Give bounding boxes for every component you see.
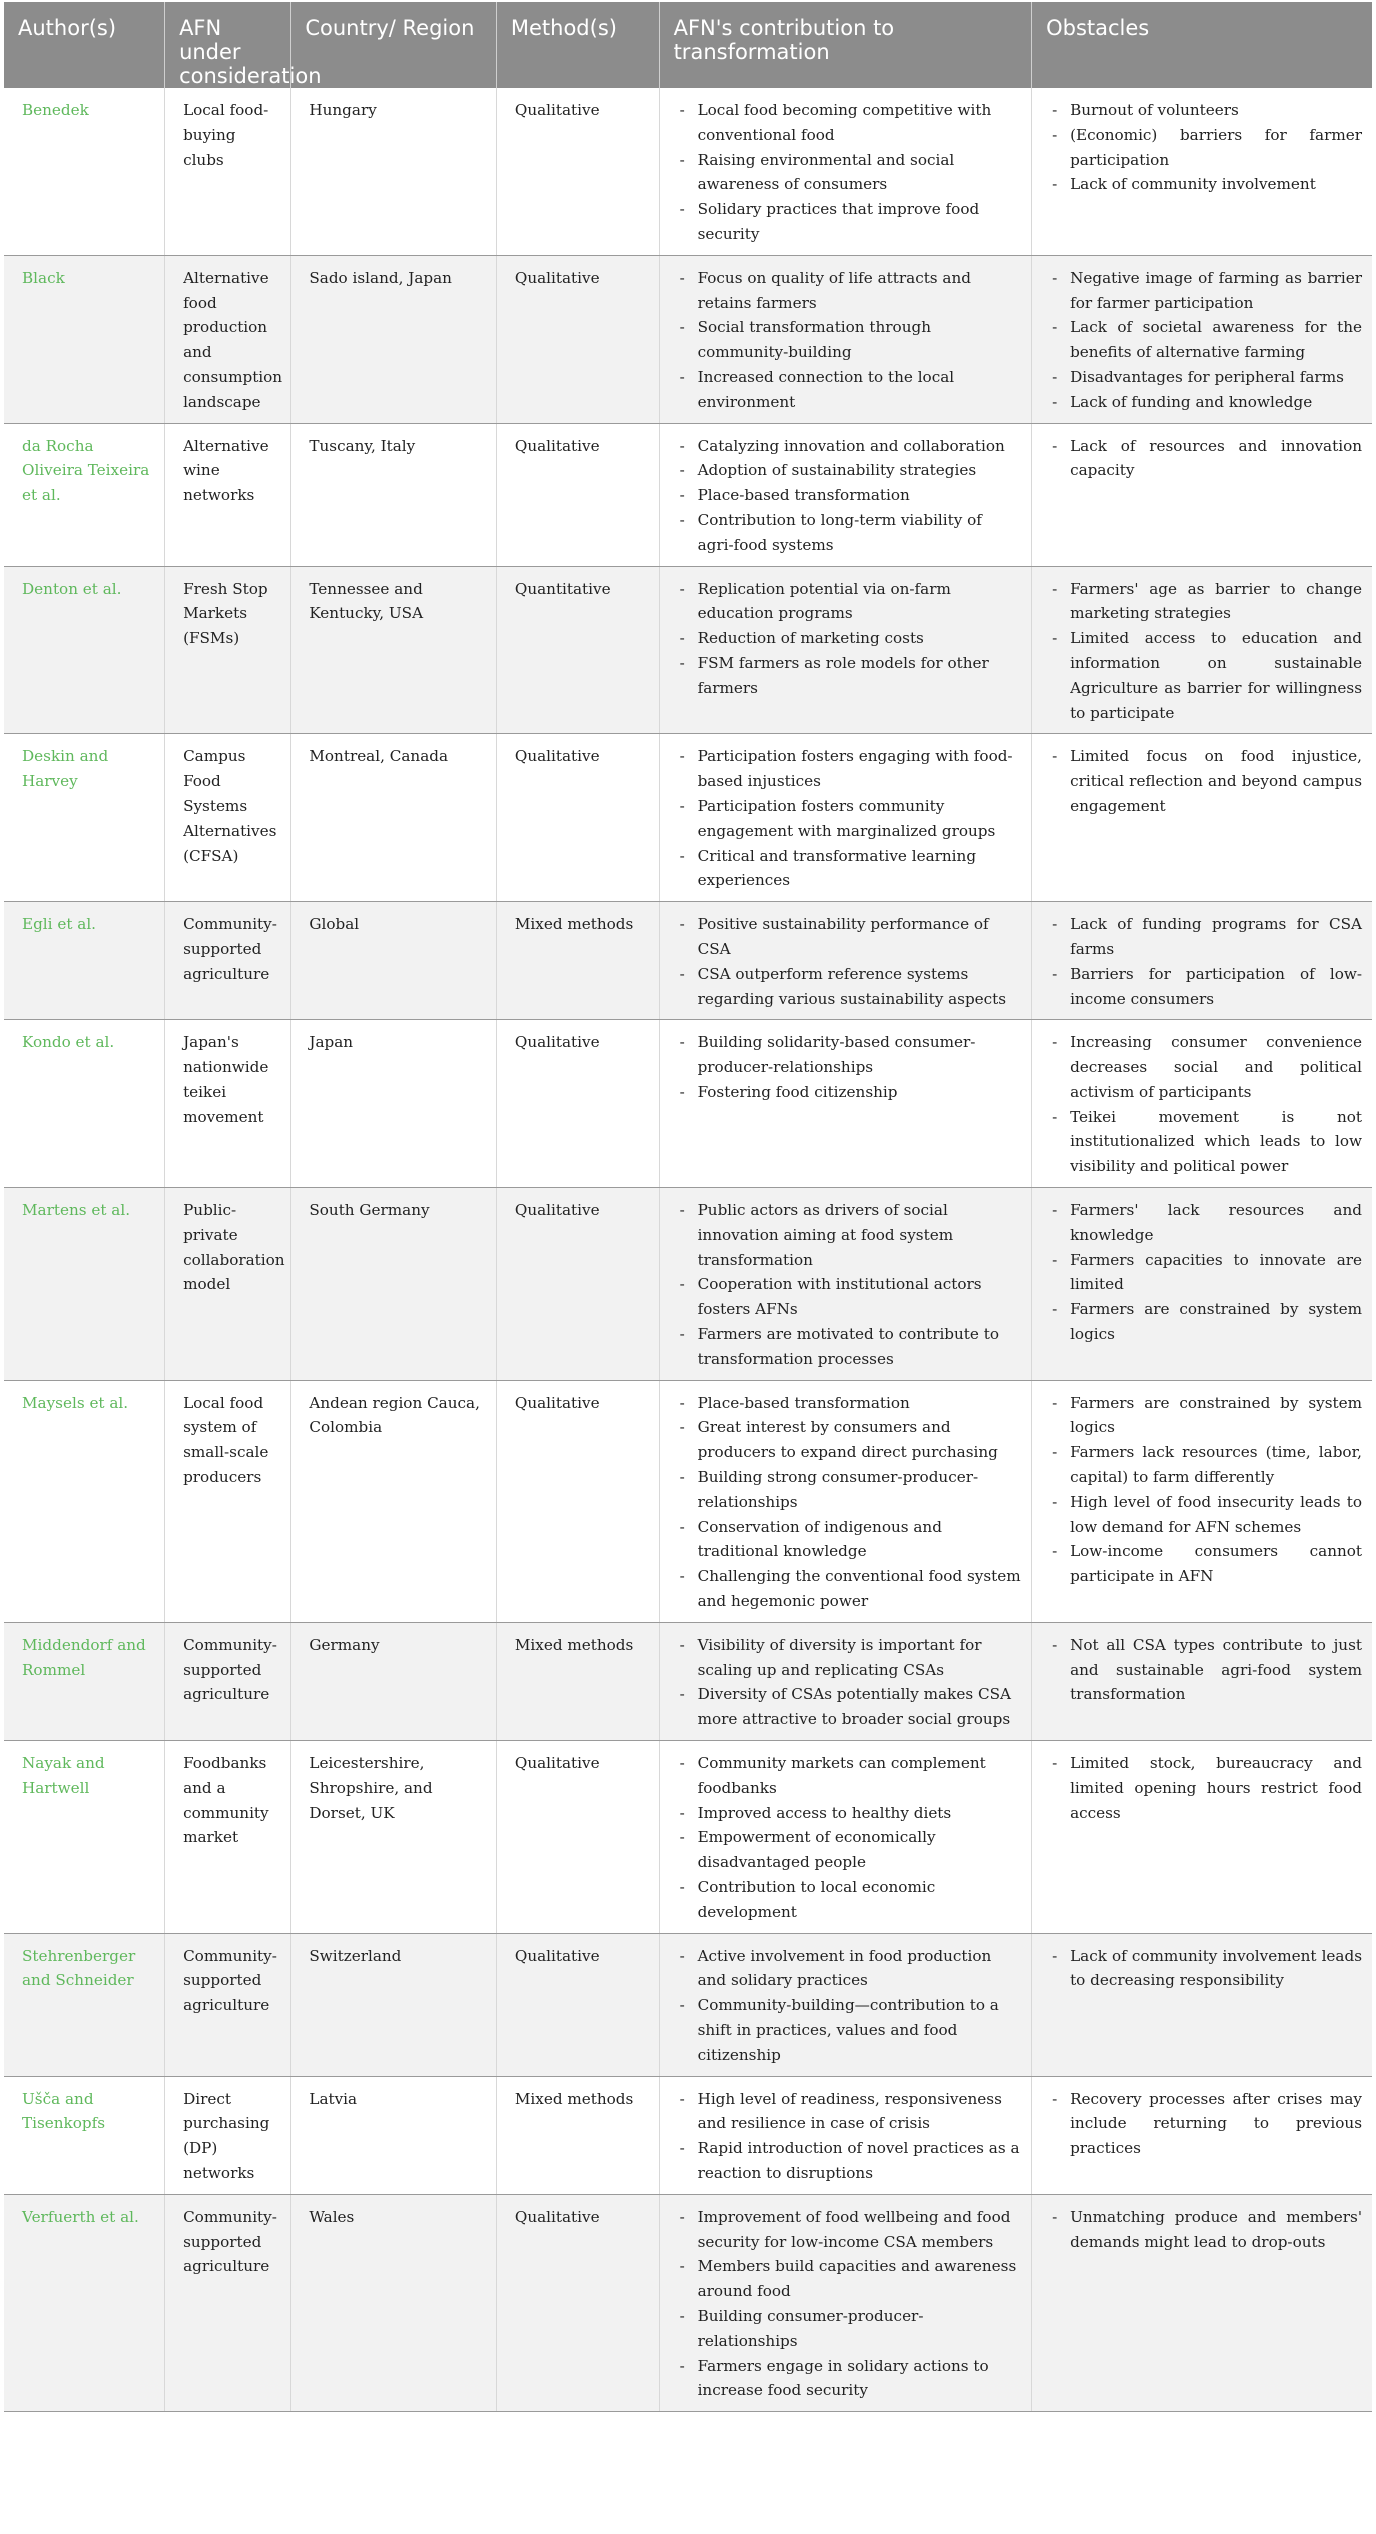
afn-cell: Community-supported agriculture xyxy=(165,2194,291,2411)
afn-table xyxy=(4,2,1372,2412)
author-cell: Kondo et al. xyxy=(4,1020,165,1188)
contribution-item: - Positive sustainability performance of CSA xyxy=(678,912,1022,962)
country-cell: Montreal, Canada xyxy=(291,734,497,902)
obstacles-list xyxy=(1050,1944,1362,1994)
method-cell: Qualitative xyxy=(496,255,659,423)
obstacle-item: - Lack of funding programs for CSA farms xyxy=(1050,912,1362,962)
obstacles-cell xyxy=(1032,423,1372,566)
afn-cell: Campus Food Systems Alternatives (CFSA) xyxy=(165,734,291,902)
contribution-list xyxy=(678,2087,1022,2186)
header-afn: AFN under consideration xyxy=(165,2,291,88)
obstacles-cell xyxy=(1032,902,1372,1020)
contribution-list xyxy=(678,1391,1022,1614)
contribution-item: - High level of readiness, responsiveness and resilience in case of crisis xyxy=(678,2087,1022,2137)
obstacle-item: - Burnout of volunteers xyxy=(1050,98,1362,123)
afn-cell: Foodbanks and a community market xyxy=(165,1741,291,1934)
table-row xyxy=(4,1380,1372,1622)
contribution-cell xyxy=(659,1380,1032,1622)
contribution-cell xyxy=(659,1188,1032,1381)
table-row xyxy=(4,2194,1372,2411)
obstacles-cell xyxy=(1032,1380,1372,1622)
obstacles-list xyxy=(1050,2087,1362,2161)
contribution-item: - CSA outperform reference systems regarding various sustainability aspects xyxy=(678,962,1022,1012)
obstacle-item: - Negative image of farming as barrier for farmer participation xyxy=(1050,266,1362,316)
obstacles-list xyxy=(1050,1198,1362,1347)
country-cell: Leicestershire, Shropshire, and Dorset, UK xyxy=(291,1741,497,1934)
afn-cell: Local food system of small-scale producers xyxy=(165,1380,291,1622)
contribution-list xyxy=(678,1633,1022,1732)
obstacles-list xyxy=(1050,744,1362,818)
obstacle-item: - Limited stock, bureaucracy and limited opening hours restrict food access xyxy=(1050,1751,1362,1825)
country-cell: Tuscany, Italy xyxy=(291,423,497,566)
author-cell: Benedek xyxy=(4,88,165,255)
country-cell: Sado island, Japan xyxy=(291,255,497,423)
contribution-item: - Social transformation through community-building xyxy=(678,315,1022,365)
contribution-item: - Adoption of sustainability strategies xyxy=(678,458,1022,483)
contribution-item: - Critical and transformative learning experiences xyxy=(678,844,1022,894)
afn-cell: Alternative wine networks xyxy=(165,423,291,566)
method-cell: Qualitative xyxy=(496,1380,659,1622)
afn-cell: Direct purchasing (DP) networks xyxy=(165,2076,291,2194)
table-row xyxy=(4,1188,1372,1381)
afn-cell: Community-supported agriculture xyxy=(165,902,291,1020)
contribution-item: - Focus on quality of life attracts and retains farmers xyxy=(678,266,1022,316)
contribution-item: - Cooperation with institutional actors fosters AFNs xyxy=(678,1272,1022,1322)
author-cell: Ušča and Tisenkopfs xyxy=(4,2076,165,2194)
obstacle-item: - Farmers are constrained by system logics xyxy=(1050,1297,1362,1347)
table-row xyxy=(4,88,1372,255)
obstacles-cell xyxy=(1032,2194,1372,2411)
contribution-list xyxy=(678,1198,1022,1372)
obstacles-cell xyxy=(1032,1933,1372,2076)
contribution-item: - Public actors as drivers of social innovation aiming at food system transformation xyxy=(678,1198,1022,1272)
table-row xyxy=(4,734,1372,902)
obstacle-item: - Unmatching produce and members' demands might lead to drop-outs xyxy=(1050,2205,1362,2255)
table-row xyxy=(4,423,1372,566)
table-body xyxy=(4,88,1372,2412)
obstacles-cell xyxy=(1032,1020,1372,1188)
contribution-item: - Solidary practices that improve food security xyxy=(678,197,1022,247)
contribution-cell xyxy=(659,566,1032,734)
country-cell: Tennessee and Kentucky, USA xyxy=(291,566,497,734)
obstacle-item: - Lack of resources and innovation capacity xyxy=(1050,434,1362,484)
contribution-item: - Building solidarity-based consumer-producer-relationships xyxy=(678,1030,1022,1080)
contribution-item: - Participation fosters community engagement with marginalized groups xyxy=(678,794,1022,844)
author-cell: Nayak and Hartwell xyxy=(4,1741,165,1934)
contribution-cell xyxy=(659,255,1032,423)
contribution-list xyxy=(678,2205,1022,2403)
author-cell: Martens et al. xyxy=(4,1188,165,1381)
method-cell: Qualitative xyxy=(496,1741,659,1934)
obstacles-cell xyxy=(1032,1622,1372,1740)
contribution-list xyxy=(678,1751,1022,1925)
contribution-item: - Community-building—contribution to a shift in practices, values and food citizenship xyxy=(678,1993,1022,2067)
country-cell: Germany xyxy=(291,1622,497,1740)
contribution-item: - Place-based transformation xyxy=(678,1391,1022,1416)
country-cell: Wales xyxy=(291,2194,497,2411)
author-cell: Black xyxy=(4,255,165,423)
obstacles-list xyxy=(1050,577,1362,726)
obstacles-cell xyxy=(1032,734,1372,902)
method-cell: Qualitative xyxy=(496,1020,659,1188)
author-cell: Egli et al. xyxy=(4,902,165,1020)
method-cell: Qualitative xyxy=(496,2194,659,2411)
contribution-cell xyxy=(659,2076,1032,2194)
obstacle-item: - Lack of community involvement xyxy=(1050,172,1362,197)
contribution-cell xyxy=(659,1020,1032,1188)
author-cell: Verfuerth et al. xyxy=(4,2194,165,2411)
obstacle-item: - Low-income consumers cannot participate in AFN xyxy=(1050,1539,1362,1589)
header-author: Author(s) xyxy=(4,2,165,88)
obstacles-list xyxy=(1050,912,1362,1011)
contribution-item: - Empowerment of economically disadvantaged people xyxy=(678,1825,1022,1875)
table-row xyxy=(4,1622,1372,1740)
contribution-item: - Rapid introduction of novel practices as a reaction to disruptions xyxy=(678,2136,1022,2186)
table-row xyxy=(4,255,1372,423)
header-method: Method(s) xyxy=(496,2,659,88)
contribution-list xyxy=(678,577,1022,701)
contribution-list xyxy=(678,912,1022,1011)
country-cell: Japan xyxy=(291,1020,497,1188)
obstacles-cell xyxy=(1032,2076,1372,2194)
obstacles-cell xyxy=(1032,255,1372,423)
country-cell: Andean region Cauca, Colombia xyxy=(291,1380,497,1622)
afn-cell: Community-supported agriculture xyxy=(165,1622,291,1740)
obstacle-item: - Barriers for participation of low-income consumers xyxy=(1050,962,1362,1012)
obstacles-cell xyxy=(1032,566,1372,734)
obstacles-list xyxy=(1050,1030,1362,1179)
contribution-item: - Increased connection to the local environment xyxy=(678,365,1022,415)
contribution-item: - Challenging the conventional food system and hegemonic power xyxy=(678,1564,1022,1614)
contribution-list xyxy=(678,266,1022,415)
method-cell: Mixed methods xyxy=(496,2076,659,2194)
obstacle-item: - Farmers' lack resources and knowledge xyxy=(1050,1198,1362,1248)
afn-cell: Local food-buying clubs xyxy=(165,88,291,255)
contribution-item: - Building consumer-producer-relationships xyxy=(678,2304,1022,2354)
obstacle-item: - Lack of societal awareness for the benefits of alternative farming xyxy=(1050,315,1362,365)
method-cell: Qualitative xyxy=(496,88,659,255)
contribution-cell xyxy=(659,1933,1032,2076)
header-row xyxy=(4,2,1372,88)
contribution-list xyxy=(678,98,1022,247)
method-cell: Qualitative xyxy=(496,1933,659,2076)
method-cell: Qualitative xyxy=(496,1188,659,1381)
contribution-item: - Farmers are motivated to contribute to transformation processes xyxy=(678,1322,1022,1372)
obstacle-item: - (Economic) barriers for farmer participation xyxy=(1050,123,1362,173)
method-cell: Quantitative xyxy=(496,566,659,734)
afn-cell: Public-private collaboration model xyxy=(165,1188,291,1381)
contribution-item: - Contribution to long-term viability of agri-food systems xyxy=(678,508,1022,558)
contribution-item: - Community markets can complement foodbanks xyxy=(678,1751,1022,1801)
contribution-cell xyxy=(659,734,1032,902)
author-cell: Middendorf and Rommel xyxy=(4,1622,165,1740)
obstacle-item: - Disadvantages for peripheral farms xyxy=(1050,365,1362,390)
contribution-item: - Farmers engage in solidary actions to increase food security xyxy=(678,2354,1022,2404)
obstacle-item: - Increasing consumer convenience decreases social and political activism of participants xyxy=(1050,1030,1362,1104)
method-cell: Mixed methods xyxy=(496,902,659,1020)
contribution-cell xyxy=(659,1741,1032,1934)
obstacles-list xyxy=(1050,266,1362,415)
table-row xyxy=(4,1741,1372,1934)
contribution-item: - Raising environmental and social awareness of consumers xyxy=(678,148,1022,198)
obstacle-item: - Teikei movement is not institutionalized which leads to low visibility and political power xyxy=(1050,1105,1362,1179)
author-cell: Denton et al. xyxy=(4,566,165,734)
header-obstacles: Obstacles xyxy=(1046,16,1150,40)
author-cell: Maysels et al. xyxy=(4,1380,165,1622)
obstacles-list xyxy=(1050,1633,1362,1707)
obstacle-item: - Farmers' age as barrier to change marketing strategies xyxy=(1050,577,1362,627)
contribution-item: - Place-based transformation xyxy=(678,483,1022,508)
contribution-list xyxy=(678,1030,1022,1104)
contribution-item: - Local food becoming competitive with conventional food xyxy=(678,98,1022,148)
table-row xyxy=(4,2076,1372,2194)
obstacles-list xyxy=(1050,1751,1362,1825)
obstacle-item: - Lack of funding and knowledge xyxy=(1050,390,1362,415)
afn-cell: Fresh Stop Markets (FSMs) xyxy=(165,566,291,734)
contribution-item: - Active involvement in food production and solidary practices xyxy=(678,1944,1022,1994)
obstacle-item: - Farmers lack resources (time, labor, capital) to farm differently xyxy=(1050,1440,1362,1490)
country-cell: Global xyxy=(291,902,497,1020)
contribution-list xyxy=(678,1944,1022,2068)
contribution-item: - Visibility of diversity is important for scaling up and replicating CSAs xyxy=(678,1633,1022,1683)
contribution-item: - Diversity of CSAs potentially makes CSA more attractive to broader social groups xyxy=(678,1682,1022,1732)
contribution-cell xyxy=(659,2194,1032,2411)
obstacle-item: - Limited focus on food injustice, critical reflection and beyond campus engagement xyxy=(1050,744,1362,818)
obstacles-cell xyxy=(1032,1741,1372,1934)
contribution-item: - Members build capacities and awareness around food xyxy=(678,2254,1022,2304)
contribution-item: - Replication potential via on-farm education programs xyxy=(678,577,1022,627)
contribution-item: - Great interest by consumers and producers to expand direct purchasing xyxy=(678,1415,1022,1465)
contribution-item: - Fostering food citizenship xyxy=(678,1080,1022,1105)
country-cell: Hungary xyxy=(291,88,497,255)
contribution-item: - Contribution to local economic development xyxy=(678,1875,1022,1925)
contribution-list xyxy=(678,744,1022,893)
contribution-cell xyxy=(659,423,1032,566)
obstacle-item: - Lack of community involvement leads to decreasing responsibility xyxy=(1050,1944,1362,1994)
obstacle-item: - Limited access to education and information on sustainable Agriculture as barrier for willingness to participate xyxy=(1050,626,1362,725)
header-country: Country/ Region xyxy=(291,2,497,88)
obstacles-list xyxy=(1050,434,1362,484)
contribution-item: - Reduction of marketing costs xyxy=(678,626,1022,651)
contribution-list xyxy=(678,434,1022,558)
contribution-cell xyxy=(659,88,1032,255)
contribution-cell xyxy=(659,1622,1032,1740)
afn-cell: Japan's nationwide teikei movement xyxy=(165,1020,291,1188)
country-cell: South Germany xyxy=(291,1188,497,1381)
contribution-item: - FSM farmers as role models for other farmers xyxy=(678,651,1022,701)
contribution-item: - Catalyzing innovation and collaboration xyxy=(678,434,1022,459)
afn-cell: Community-supported agriculture xyxy=(165,1933,291,2076)
contribution-item: - Participation fosters engaging with food-based injustices xyxy=(678,744,1022,794)
method-cell: Qualitative xyxy=(496,734,659,902)
method-cell: Qualitative xyxy=(496,423,659,566)
obstacle-item: - Farmers are constrained by system logics xyxy=(1050,1391,1362,1441)
afn-cell: Alternative food production and consumption landscape xyxy=(165,255,291,423)
country-cell: Latvia xyxy=(291,2076,497,2194)
obstacle-item: - Not all CSA types contribute to just and sustainable agri-food system transformation xyxy=(1050,1633,1362,1707)
table-row xyxy=(4,1020,1372,1188)
contribution-item: - Building strong consumer-producer-relationships xyxy=(678,1465,1022,1515)
header-contribution: AFN's contribution to transformation xyxy=(659,2,1032,88)
contribution-item: - Conservation of indigenous and traditional knowledge xyxy=(678,1515,1022,1565)
method-cell: Mixed methods xyxy=(496,1622,659,1740)
contribution-cell xyxy=(659,902,1032,1020)
country-cell: Switzerland xyxy=(291,1933,497,2076)
obstacles-cell xyxy=(1032,88,1372,255)
author-cell: da Rocha Oliveira Teixeira et al. xyxy=(4,423,165,566)
contribution-item: - Improvement of food wellbeing and food security for low-income CSA members xyxy=(678,2205,1022,2255)
obstacle-item: - Recovery processes after crises may include returning to previous practices xyxy=(1050,2087,1362,2161)
author-cell: Deskin and Harvey xyxy=(4,734,165,902)
contribution-item: - Improved access to healthy diets xyxy=(678,1801,1022,1826)
obstacles-list xyxy=(1050,1391,1362,1589)
obstacles-list xyxy=(1050,2205,1362,2255)
obstacle-item: - High level of food insecurity leads to low demand for AFN schemes xyxy=(1050,1490,1362,1540)
author-cell: Stehrenberger and Schneider xyxy=(4,1933,165,2076)
table-row xyxy=(4,1933,1372,2076)
table-row xyxy=(4,902,1372,1020)
table-row xyxy=(4,566,1372,734)
obstacle-item: - Farmers capacities to innovate are limited xyxy=(1050,1248,1362,1298)
obstacles-cell xyxy=(1032,1188,1372,1381)
obstacles-list xyxy=(1050,98,1362,197)
